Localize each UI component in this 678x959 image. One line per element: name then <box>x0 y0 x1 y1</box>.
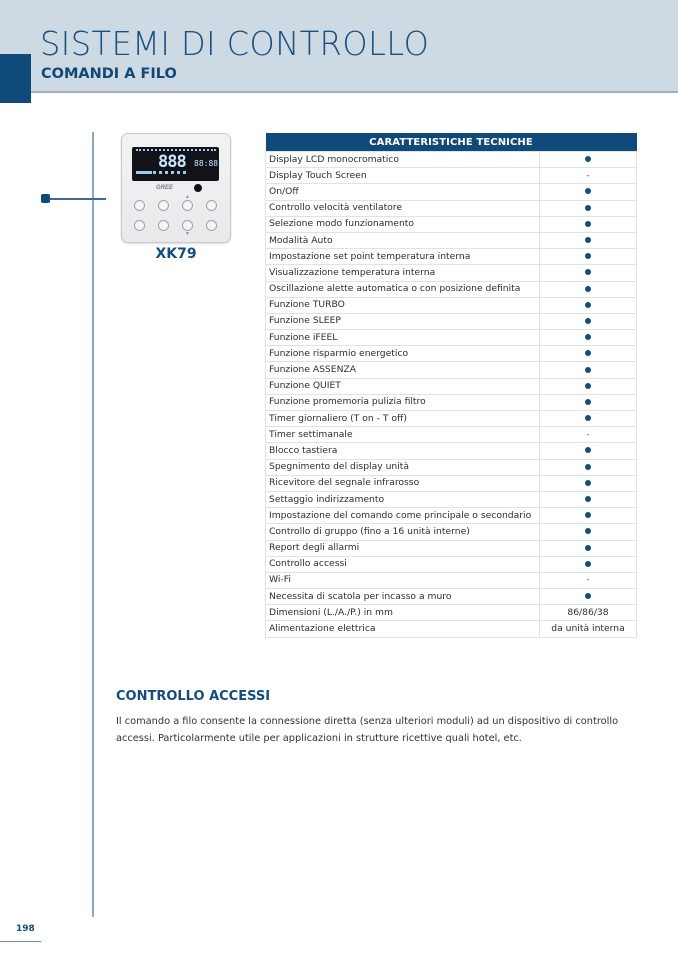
value-cell <box>540 200 637 216</box>
feature-cell: Visualizzazione temperatura interna <box>266 265 540 281</box>
table-row <box>266 427 637 443</box>
included-dot-icon <box>585 383 591 389</box>
header-accent-block <box>0 54 31 103</box>
not-available-dash: - <box>586 575 590 586</box>
included-dot-icon <box>585 593 591 599</box>
included-dot-icon <box>585 286 591 292</box>
timeline-marker-icon <box>41 194 50 203</box>
value-cell <box>540 216 637 232</box>
included-dot-icon <box>585 156 591 162</box>
table-row <box>266 281 637 297</box>
page-header <box>0 0 678 93</box>
table-row <box>266 540 637 556</box>
value-cell <box>540 184 637 200</box>
value-cell: 86/86/38 <box>540 605 637 621</box>
feature-cell: Display Touch Screen <box>266 168 540 184</box>
included-dot-icon <box>585 496 591 502</box>
timeline-vertical-line <box>92 132 94 917</box>
table-row <box>266 297 637 313</box>
table-row <box>266 556 637 572</box>
page-number-rule <box>0 941 41 942</box>
feature-cell: Dimensioni (L./A./P.) in mm <box>266 605 540 621</box>
included-dot-icon <box>585 350 591 356</box>
table-row <box>266 589 637 605</box>
feature-cell: Funzione SLEEP <box>266 313 540 329</box>
fan-button-icon <box>158 220 169 231</box>
included-dot-icon <box>585 399 591 405</box>
table-row <box>266 411 637 427</box>
table-row <box>266 152 637 168</box>
feature-cell: Blocco tastiera <box>266 443 540 459</box>
table-row <box>266 475 637 491</box>
product-model-name: XK79 <box>155 246 197 262</box>
feature-cell: Funzione iFEEL <box>266 330 540 346</box>
spec-table-body <box>266 152 637 638</box>
table-row <box>266 378 637 394</box>
down-button-icon <box>182 220 193 231</box>
included-dot-icon <box>585 528 591 534</box>
feature-cell: Report degli allarmi <box>266 540 540 556</box>
feature-cell: Spegnimento del display unità <box>266 459 540 475</box>
table-row <box>266 491 637 507</box>
feature-cell: Wi-Fi <box>266 572 540 588</box>
value-cell <box>540 394 637 410</box>
table-row <box>266 200 637 216</box>
feature-cell: Selezione modo funzionamento <box>266 216 540 232</box>
section-heading: CONTROLLO ACCESSI <box>116 689 271 704</box>
table-row <box>266 232 637 248</box>
included-dot-icon <box>585 318 591 324</box>
mode-button-icon <box>206 200 217 211</box>
table-row <box>266 249 637 265</box>
value-cell <box>540 330 637 346</box>
feature-cell: Funzione promemoria pulizia filtro <box>266 394 540 410</box>
included-dot-icon <box>585 205 591 211</box>
value-cell <box>540 524 637 540</box>
included-dot-icon <box>585 512 591 518</box>
spec-table-header: CARATTERISTICHE TECNICHE <box>266 133 637 152</box>
table-row <box>266 459 637 475</box>
timeline-connector-line <box>46 198 106 200</box>
value-cell <box>540 491 637 507</box>
value-cell <box>540 232 637 248</box>
up-arrow-icon: ▲ <box>185 194 190 200</box>
spec-table <box>265 133 637 638</box>
table-row <box>266 605 637 621</box>
feature-cell: On/Off <box>266 184 540 200</box>
feature-cell: Impostazione set point temperatura interna <box>266 249 540 265</box>
feature-cell: Alimentazione elettrica <box>266 621 540 637</box>
value-cell <box>540 297 637 313</box>
included-dot-icon <box>585 447 591 453</box>
feature-cell: Funzione TURBO <box>266 297 540 313</box>
feature-cell: Settaggio indirizzamento <box>266 491 540 507</box>
value-cell <box>540 152 637 168</box>
table-row <box>266 313 637 329</box>
value-cell <box>540 313 637 329</box>
value-cell <box>540 168 637 184</box>
not-available-dash: - <box>586 170 590 181</box>
feature-cell: Ricevitore del segnale infrarosso <box>266 475 540 491</box>
included-dot-icon <box>585 221 591 227</box>
up-button-icon <box>182 200 193 211</box>
included-dot-icon <box>585 545 591 551</box>
swing-button-icon <box>134 200 145 211</box>
value-cell <box>540 378 637 394</box>
value-cell <box>540 427 637 443</box>
value-cell <box>540 459 637 475</box>
included-dot-icon <box>585 253 591 259</box>
table-row <box>266 346 637 362</box>
value-cell <box>540 281 637 297</box>
value-cell <box>540 265 637 281</box>
included-dot-icon <box>585 302 591 308</box>
value-cell <box>540 475 637 491</box>
value-cell: da unità interna <box>540 621 637 637</box>
feature-cell: Timer giornaliero (T on - T off) <box>266 411 540 427</box>
feature-cell: Timer settimanale <box>266 427 540 443</box>
ir-sensor-icon <box>194 184 202 192</box>
value-cell <box>540 443 637 459</box>
value-cell <box>540 249 637 265</box>
not-available-dash: - <box>586 429 590 440</box>
included-dot-icon <box>585 188 591 194</box>
onoff-button-icon <box>206 220 217 231</box>
lcd-bottom-icons <box>136 171 186 178</box>
feature-cell: Controllo accessi <box>266 556 540 572</box>
value-cell <box>540 572 637 588</box>
included-dot-icon <box>585 561 591 567</box>
table-row <box>266 572 637 588</box>
feature-cell: Display LCD monocromatico <box>266 152 540 168</box>
table-row <box>266 265 637 281</box>
lcd-clock: 88:88 <box>194 159 219 168</box>
section-body-text: Il comando a filo consente la connessione diretta (senza ulteriori moduli) ad un dispositivo di controllo accessi. Particolarmente utile per applicazioni in strutture ricettive quali hotel, etc. <box>116 716 619 744</box>
table-row <box>266 216 637 232</box>
included-dot-icon <box>585 367 591 373</box>
feature-cell: Oscillazione alette automatica o con posizione definita <box>266 281 540 297</box>
brand-logo: GREE <box>156 185 174 191</box>
feature-cell: Impostazione del comando come principale o secondario <box>266 508 540 524</box>
feature-cell: Controllo velocità ventilatore <box>266 200 540 216</box>
included-dot-icon <box>585 269 591 275</box>
table-row <box>266 508 637 524</box>
value-cell <box>540 362 637 378</box>
value-cell <box>540 411 637 427</box>
feature-cell: Controllo di gruppo (fino a 16 unità interne) <box>266 524 540 540</box>
included-dot-icon <box>585 464 591 470</box>
value-cell <box>540 508 637 524</box>
table-row <box>266 621 637 637</box>
included-dot-icon <box>585 334 591 340</box>
table-row <box>266 330 637 346</box>
feature-cell: Modalità Auto <box>266 232 540 248</box>
included-dot-icon <box>585 480 591 486</box>
lcd-screen <box>132 147 219 181</box>
feature-cell: Funzione QUIET <box>266 378 540 394</box>
page-subtitle: COMANDI A FILO <box>41 66 177 82</box>
included-dot-icon <box>585 237 591 243</box>
table-row <box>266 168 637 184</box>
feature-cell: Funzione risparmio energetico <box>266 346 540 362</box>
page-title: SISTEMI DI CONTROLLO <box>40 24 430 63</box>
page-number: 198 <box>16 924 35 934</box>
value-cell <box>540 346 637 362</box>
table-row <box>266 184 637 200</box>
value-cell <box>540 556 637 572</box>
function-button-icon <box>134 220 145 231</box>
feature-cell: Necessita di scatola per incasso a muro <box>266 589 540 605</box>
timer-button-icon <box>158 200 169 211</box>
product-image-wired-controller <box>121 133 231 243</box>
included-dot-icon <box>585 415 591 421</box>
feature-cell: Funzione ASSENZA <box>266 362 540 378</box>
down-arrow-icon: ▼ <box>185 231 190 237</box>
table-row <box>266 362 637 378</box>
lcd-digits: 888 <box>158 152 186 172</box>
table-row <box>266 443 637 459</box>
value-cell <box>540 589 637 605</box>
value-cell <box>540 540 637 556</box>
table-row <box>266 524 637 540</box>
table-row <box>266 394 637 410</box>
